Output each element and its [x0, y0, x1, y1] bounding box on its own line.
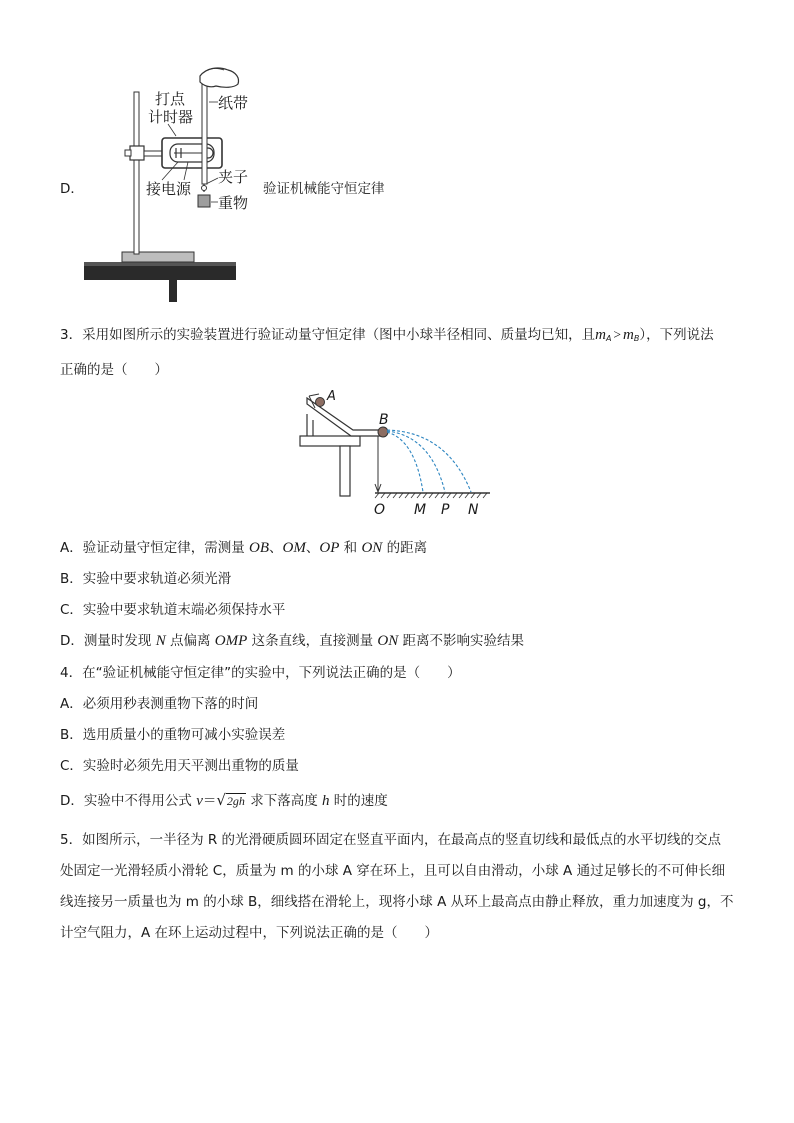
q3-d-on: ON [377, 633, 399, 649]
ball-b [378, 427, 388, 437]
option-d-marker: D． [60, 181, 84, 197]
label-a: A [327, 389, 336, 404]
q3-stem-b: ），下列说法 [639, 327, 714, 343]
q5-line3: 线连接另一质量也为 m 的小球 B，细线搭在滑轮上，现将小球 A 从环上最高点由静止释放，重力加速度为 g，不 [60, 894, 734, 910]
label-tape: 纸带 [218, 94, 249, 112]
q5-line1: 5．如图所示，一半径为 R 的光滑硬质圆环固定在竖直平面内，在最高点的竖直切线和最低点的水平切线的交点 [60, 832, 722, 848]
q3-a-sep1: 、 [269, 540, 283, 556]
q4-d-tail: 时的速度 [329, 793, 388, 809]
momentum-apparatus-figure [295, 388, 495, 518]
q4-option-d [60, 789, 388, 810]
ball-a [316, 398, 325, 407]
paper-tape [202, 74, 207, 184]
sqrt-sign: √ [216, 791, 226, 809]
q3-d-text: D．测量时发现 [60, 633, 156, 649]
q4-d-v: v [196, 793, 203, 809]
label-n: N [468, 502, 479, 518]
q4-stem: 4．在“验证机械能守恒定律”的实验中，下列说法正确的是（ ） [60, 665, 461, 681]
q3-sub-a: A [605, 334, 612, 343]
label-o: O [374, 502, 386, 518]
label-clip: 夹子 [218, 168, 249, 186]
q3-d-tail: 距离不影响实验结果 [398, 633, 525, 649]
q3-gt: > [613, 327, 622, 342]
trajectory-n [387, 430, 471, 492]
label-power: 接电源 [146, 180, 192, 198]
q3-option-c: C．实验中要求轨道末端必须保持水平 [60, 602, 286, 618]
q5-line4: 计空气阻力，A 在环上运动过程中，下列说法正确的是（ ） [60, 925, 439, 941]
q4-d-radicand: 2gh [226, 794, 245, 808]
q3-a-and: 和 [339, 540, 362, 556]
q3-option-d [60, 629, 524, 650]
trajectory-p [387, 431, 445, 492]
trajectory-m [387, 432, 423, 492]
q3-a-op: OP [319, 540, 340, 556]
q3-option-b: B．实验中要求轨道必须光滑 [60, 571, 232, 587]
q3-option-a [60, 536, 427, 557]
stand-rod [134, 92, 139, 254]
q5-line2: 处固定一光滑轻质小滑轮 C，质量为 m 的小球 A 穿在环上，且可以自由滑动，小球 A 通过足够长的不可伸长细 [60, 863, 726, 879]
q3-stem-line1 [60, 323, 714, 344]
table-leg [169, 280, 177, 302]
q3-a-sep2: 、 [305, 540, 320, 556]
q3-m-b: m [623, 327, 634, 343]
label-p: P [441, 502, 450, 518]
label-m: M [414, 502, 427, 518]
q4-d-text: D．实验中不得用公式 [60, 793, 197, 809]
q3-a-tail: 的距离 [382, 540, 428, 556]
q3-stem-a: 3．采用如图所示的实验装置进行验证动量守恒定律（图中小球半径相同、质量均已知，且 [60, 327, 596, 343]
label-timer-1: 打点 [155, 90, 186, 108]
q3-a-ob: OB [249, 540, 270, 556]
q4-option-c: C．实验时必须先用天平测出重物的质量 [60, 758, 299, 774]
q3-d-n: N [155, 633, 166, 649]
free-fall-apparatus-figure [78, 62, 278, 307]
hand-shape [200, 68, 239, 87]
label-timer-2: 计时器 [148, 108, 194, 126]
q3-d-mid2: 这条直线，直接测量 [247, 633, 378, 649]
q4-option-b: B．选用质量小的重物可减小实验误差 [60, 727, 286, 743]
q3-a-text: A．验证动量守恒定律，需测量 [60, 540, 250, 556]
weight-block [198, 195, 210, 207]
q3-m-a: m [595, 327, 606, 343]
option-d-caption: 验证机械能守恒定律 [263, 181, 385, 197]
q3-a-on: ON [361, 540, 383, 556]
q3-d-omp: OMP [214, 633, 248, 649]
q3-stem-line2: 正确的是（ ） [60, 362, 168, 378]
q3-a-om: OM [282, 540, 306, 556]
label-weight: 重物 [218, 194, 249, 212]
stand-base [122, 252, 194, 262]
label-b: B [379, 412, 389, 428]
q3-sub-b: B [633, 334, 640, 343]
q4-d-mid: 求下落高度 [245, 793, 323, 809]
q3-d-mid: 点偏离 [165, 633, 215, 649]
q4-d-h: h [322, 793, 330, 809]
q4-option-a: A．必须用秒表测重物下落的时间 [60, 696, 259, 712]
q4-d-eq: ＝ [202, 793, 217, 809]
